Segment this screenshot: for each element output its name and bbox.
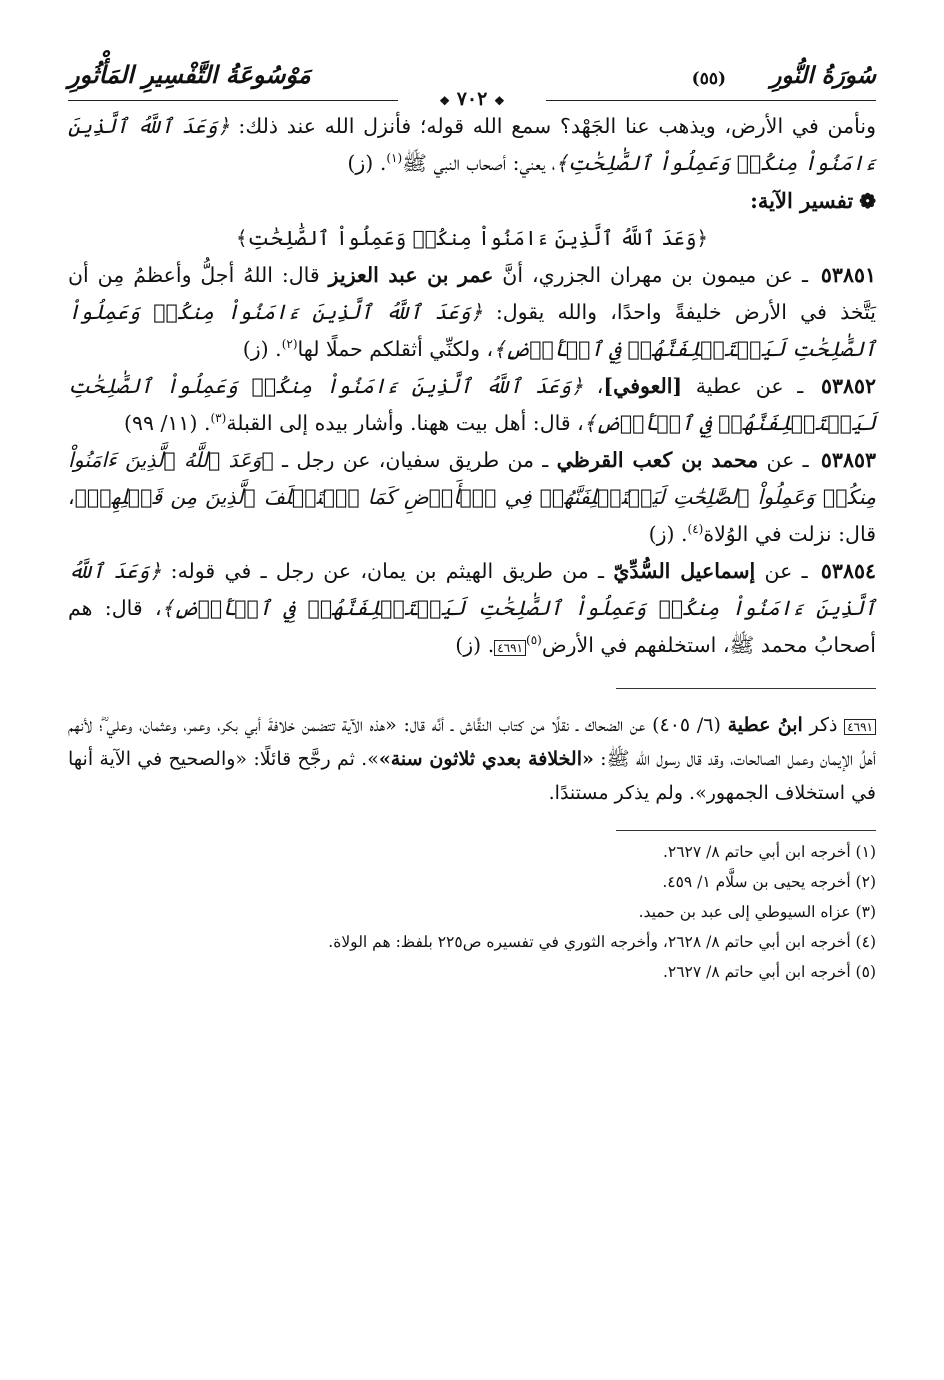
surah-number: (٥٥)	[691, 69, 726, 89]
section-heading: ❁تفسير الآية:	[750, 188, 876, 213]
footnote-ref: (١)	[386, 151, 403, 166]
footnote-ref: (٥)	[526, 633, 542, 648]
running-header	[68, 52, 876, 108]
page-number	[408, 88, 536, 110]
narration-entry: ٥٣٨٥١ ـ عن ميمون بن مهران الجزري، أنَّ عمر بن عبد العزيز قال: اللهُ أجلُّ وأعظمُ مِن أن يَتَّخذ في الأرض خليفةً واحدًا، والله يقول: ﴿وَعَدَ ٱللَّهُ ٱلَّذِينَ ءَامَنُواْ مِنكُمۡ وَعَمِلُواْ ٱلصَّٰلِحَٰتِ لَيَسۡتَخۡلِفَنَّهُمۡ فِي ٱلۡأَرۡضِ﴾، ولكنِّي أثقلكم حملًا لها$^{(٢)}$. (ز)	[68, 263, 876, 361]
entry-number: ٥٣٨٥٢	[820, 374, 876, 398]
quran-quote: ﴿وَعَدَ ٱللَّهُ ٱلَّذِينَ ءَامَنُواْ مِنكُمۡ وَعَمِلُواْ ٱلصَّٰلِحَٰتِ﴾	[68, 114, 876, 175]
flower-ornament-icon: ❁	[859, 189, 876, 213]
page-number-value: ٧٠٢	[456, 88, 488, 110]
narrator-name: [العوفي]	[603, 374, 683, 398]
footnote: (٥) أخرجه ابن أبي حاتم ٨/ ٢٦٢٧.	[662, 963, 876, 981]
narrator-name: إسماعيل السُّدِّيّ	[613, 559, 756, 583]
entry-number: ٥٣٨٥١	[820, 263, 876, 287]
quran-quote: ﴿وَعَدَ ٱللَّهُ ٱلَّذِينَ ءَامَنُواْ مِنكُمۡ وَعَمِلُواْ ٱلصَّٰلِحَٰتِ لَيَسۡتَخۡلِفَنَّهُمۡ فِي ٱلۡأَرۡضِ﴾	[68, 559, 876, 620]
footnotes-separator	[616, 830, 876, 831]
narrator-name: عمر بن عبد العزيز	[328, 263, 494, 287]
ornament-icon: ❖	[439, 94, 451, 108]
commentary-separator	[616, 688, 876, 689]
footnote-ref: (٤)	[687, 522, 704, 537]
header-rule-right	[546, 100, 876, 101]
footnote-ref: (٢)	[281, 337, 298, 352]
book-page	[68, 52, 876, 1340]
quran-quote: ﴿وَعَدَ ٱللَّهُ ٱلَّذِينَ ءَامَنُواْ مِنكُمۡ وَعَمِلُواْ ٱلصَّٰلِحَٰتِ لَيَسۡتَخۡلِفَنَّهُمۡ فِي ٱلۡأَرۡضِ كَمَا ٱسۡتَخۡلَفَ ٱلَّذِينَ مِن قَبۡلِهِمۡ﴾	[68, 448, 876, 509]
hadith-quote: «الخلافة بعدي ثلاثون سنة»	[378, 748, 594, 770]
surah-title: سُورَةُ النُّورِ	[770, 62, 876, 89]
entry-number: ٥٣٨٥٣	[820, 448, 876, 472]
intro-paragraph: ونأمن في الأرض، ويذهب عنا الجَهْد؟ سمع الله قوله؛ فأنزل الله عند ذلك: ﴿وَعَدَ ٱللَّهُ ٱلَّذِينَ ءَامَنُواْ مِنكُمۡ وَعَمِلُواْ ٱلصَّٰلِحَٰتِ﴾، يعني: أصحاب النبي ﷺ$^{(١)}$. (ز)	[68, 114, 876, 175]
main-text	[68, 108, 876, 664]
footnote: (٢) أخرجه يحيى بن سلَّام ١/ ٤٥٩.	[662, 873, 876, 891]
commentary-ref-box: ٤٦٩١	[494, 640, 526, 656]
entry-number: ٥٣٨٥٤	[820, 559, 876, 583]
commentary-ref-box: ٤٦٩١	[844, 719, 876, 735]
narration-entry: ٥٣٨٥٤ ـ عن إسماعيل السُّدِّيّ ـ من طريق الهيثم بن يمان، عن رجل ـ في قوله: ﴿وَعَدَ ٱللَّهُ ٱلَّذِينَ ءَامَنُواْ مِنكُمۡ وَعَمِلُواْ ٱلصَّٰلِحَٰتِ لَيَسۡتَخۡلِفَنَّهُمۡ فِي ٱلۡأَرۡضِ﴾، قال: هم أصحابُ محمد ﷺ، استخلفهم في الأرض$^{(٥)}$٤٦٩١. (ز)	[68, 559, 876, 657]
quran-quote: ﴿وَعَدَ ٱللَّهُ ٱلَّذِينَ ءَامَنُواْ مِنكُمۡ وَعَمِلُواْ ٱلصَّٰلِحَٰتِ لَيَسۡتَخۡلِفَنَّهُمۡ فِي ٱلۡأَرۡضِ﴾	[68, 374, 876, 435]
narration-entry: ٥٣٨٥٢ ـ عن عطية [العوفي]، ﴿وَعَدَ ٱللَّهُ ٱلَّذِينَ ءَامَنُواْ مِنكُمۡ وَعَمِلُواْ ٱلصَّٰلِحَٰتِ لَيَسۡتَخۡلِفَنَّهُمۡ فِي ٱلۡأَرۡضِ﴾، قال: أهل بيت ههنا. وأشار بيده إلى القبلة$^{(٣)}$. (١١/ ٩٩)	[68, 374, 876, 435]
narrator-name: محمد بن كعب القرظي	[556, 448, 759, 472]
author-name: ابنُ عطية	[727, 714, 803, 736]
footnotes	[68, 837, 876, 987]
footnote: (١) أخرجه ابن أبي حاتم ٨/ ٢٦٢٧.	[662, 843, 876, 861]
footnote: (٣) عزاه السيوطي إلى عبد بن حميد.	[638, 903, 876, 921]
footnote: (٤) أخرجه ابن أبي حاتم ٨/ ٢٦٢٨، وأخرجه الثوري في تفسيره ص٢٢٥ بلفظ: هم الولاة.	[328, 933, 876, 951]
header-rule-left	[68, 100, 398, 101]
commentary-note: ٤٦٩١ ذكر ابنُ عطية (٦/ ٤٠٥) عن الضحاك ـ نقلًا من كتاب النقَّاش ـ أنَّه قال: «هذه الآية تتضمن خلافةَ أبي بكر، وعمر، وعثمان، وعلي ؓ؛ لأنهم أهلُ الإيمان وعمل الصالحات، وقد قال رسول الله ﷺ: «الخلافة بعدي ثلاثون سنة»». ثم رجَّح قائلًا: «والصحيح في الآية أنها في استخلاف الجمهور». ولم يذكر مستندًا.	[68, 714, 877, 804]
footnote-ref: (٣)	[210, 411, 227, 426]
verse-heading: ﴿وَعَدَ ٱللَّهُ ٱلَّذِينَ ءَامَنُواْ مِنكُمۡ وَعَمِلُواْ ٱلصَّٰلِحَٰتِ﴾	[235, 226, 709, 250]
ornament-icon: ❖	[493, 94, 505, 108]
quran-quote: ﴿وَعَدَ ٱللَّهُ ٱلَّذِينَ ءَامَنُواْ مِنكُمۡ وَعَمِلُواْ ٱلصَّٰلِحَٰتِ لَيَسۡتَخۡلِفَنَّهُمۡ فِي ٱلۡأَرۡضِ﴾	[68, 300, 876, 361]
narration-entry: ٥٣٨٥٣ ـ عن محمد بن كعب القرظي ـ من طريق سفيان، عن رجل ـ ﴿وَعَدَ ٱللَّهُ ٱلَّذِينَ ءَامَنُواْ مِنكُمۡ وَعَمِلُواْ ٱلصَّٰلِحَٰتِ لَيَسۡتَخۡلِفَنَّهُمۡ فِي ٱلۡأَرۡضِ كَمَا ٱسۡتَخۡلَفَ ٱلَّذِينَ مِن قَبۡلِهِمۡ﴾، قال: نزلت في الوُلاة$^{(٤)}$. (ز)	[68, 448, 876, 546]
book-title: مَوْسُوعَةُ التَّفْسِيرِ المَأْثُورِ	[68, 60, 311, 89]
